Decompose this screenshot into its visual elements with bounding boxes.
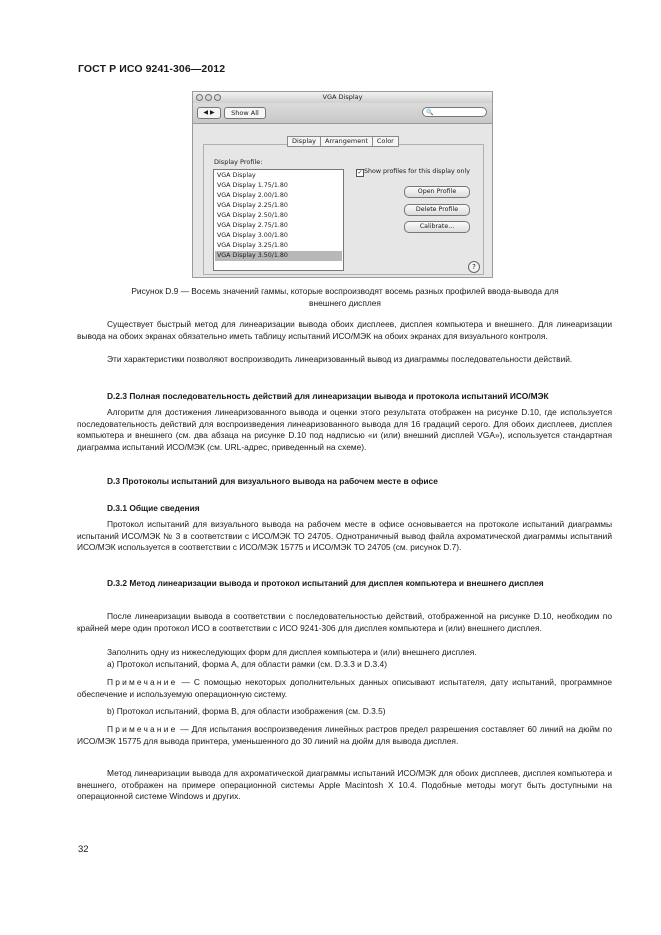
- note-1: [77, 677, 612, 700]
- paragraph: Существует быстрый метод для линеаризации вывода обоих дисплеев, дисплея компьютера и внешнего. Для линеаризации вывода на обоих экранах обязательно иметь таблицу испытаний ИСО/МЭК на обоих экранах для визуального контроля.: [77, 319, 612, 341]
- tab-display[interactable]: Display: [288, 137, 321, 146]
- list-item[interactable]: VGA Display 1.75/1.80: [217, 182, 288, 189]
- paragraph: После линеаризации вывода в соответствии с последовательностью действий, отображенной на рисунке D.10, необходим по крайней мере один протокол ИСО в соответствии с ИСО 9241-306 для дисплея компьютера и (или) внешнего дисплея.: [77, 611, 612, 633]
- section-heading-d3: D.3 Протоколы испытаний для визуального вывода на рабочем месте в офисе: [107, 476, 438, 486]
- list-item[interactable]: VGA Display 3.00/1.80: [217, 232, 288, 239]
- figure-caption: [80, 286, 610, 309]
- paragraph: Протокол испытаний для визуального вывода на рабочем месте в офисе основывается на протоколе испытаний диаграммы испытаний ИСО/МЭК № 3 в соответствии с ИСО/МЭК ТО 24705. Однотраничный вывод файла ахроматической диаграммы испытаний ИСО/МЭК используется в соответствии с ИСО/МЭК 15775 и ИСО/МЭК ТО 24705 (см. рисунок D.7).: [77, 519, 612, 553]
- note-text: — Для испытания воспроизведения линейных растров предел разрешения составляет 60 линий на дюйм по ИСО/МЭК 15775 для вывода принтера, уменьшенного до 30 линий на дюйм для вывода дисплея.: [77, 724, 612, 746]
- page-number: 32: [78, 844, 89, 855]
- paragraph: а) Протокол испытаний, форма А, для области рамки (см. D.3.3 и D.3.4): [107, 659, 387, 669]
- search-icon: 🔍: [426, 109, 434, 116]
- back-forward-button[interactable]: ◀ ▶: [197, 107, 221, 119]
- show-profiles-label: Show profiles for this display only: [364, 168, 470, 175]
- calibrate-button[interactable]: Calibrate...: [404, 221, 470, 233]
- paragraph: Заполнить одну из нижеследующих форм для дисплея компьютера и (или) внешнего дисплея.: [107, 647, 477, 657]
- paragraph: Алгоритм для достижения линеаризованного вывода и оценки этого результата отображен на рисунке D.10, где используется последовательность действий для воспроизведения линеаризованного вывода для 16 градаций серого. Для обоих дисплеев, дисплея компьютера и внешнего (см. два абзаца на рисунке D.10 под надписью «и (или) внешний дисплей VGA»), используется стандартная диаграмма испытаний ИСО/МЭК (см. URL-адрес, приведенный на схеме).: [77, 407, 612, 452]
- list-item[interactable]: VGA Display 3.25/1.80: [217, 242, 288, 249]
- section-heading-d23: D.2.3 Полная последовательность действий для линеаризации вывода и протокола испытаний ИСО/МЭК: [107, 391, 549, 401]
- window-titlebar: [193, 92, 492, 103]
- note-text: — С помощью некоторых дополнительных данных описывают испытателя, дату испытаний, программное обеспечение и используемую операционную систему.: [77, 677, 612, 699]
- window-toolbar: [193, 103, 492, 124]
- list-item[interactable]: VGA Display 2.00/1.80: [217, 192, 288, 199]
- tab-color[interactable]: Color: [376, 137, 394, 145]
- note-label: Примечание: [107, 724, 178, 734]
- list-item-selected[interactable]: VGA Display 3.50/1.80: [215, 251, 342, 261]
- list-item[interactable]: VGA Display 2.50/1.80: [217, 212, 288, 219]
- tab-arrangement[interactable]: Arrangement: [321, 137, 373, 146]
- list-item[interactable]: VGA Display 2.25/1.80: [217, 202, 288, 209]
- note-2: [77, 724, 612, 747]
- display-profile-label: Display Profile:: [214, 158, 263, 166]
- window-title: VGA Display: [322, 93, 363, 101]
- list-item[interactable]: VGA Display: [217, 172, 256, 179]
- caption-line-1: Рисунок D.9 — Восемь значений гаммы, которые воспроизводят восемь разных профилей ввода-вывода для: [131, 286, 559, 296]
- show-profiles-checkbox[interactable]: ✓: [357, 169, 363, 176]
- paragraph: Метод линеаризации вывода для ахроматической диаграммы испытаний ИСО/МЭК для обоих дисплеев, дисплея компьютера и внешнего, отображен на примере операционной системы Apple Macintosh X 10.4. Подобные методы могут быть доступными на операционной системе Windows и других.: [77, 768, 612, 802]
- search-field[interactable]: [422, 107, 487, 117]
- tab-bar: [287, 136, 399, 147]
- paragraph: Эти характеристики позволяют воспроизводить линеаризованный вывод из диаграммы последовательности действий.: [107, 354, 573, 364]
- show-all-button[interactable]: Show All: [224, 107, 266, 119]
- figure-screenshot: [192, 91, 493, 278]
- note-label: Примечание: [107, 677, 178, 687]
- delete-profile-button[interactable]: Delete Profile: [404, 204, 470, 216]
- help-icon[interactable]: ?: [468, 261, 480, 273]
- list-item[interactable]: VGA Display 2.75/1.80: [217, 222, 288, 229]
- profile-list[interactable]: [213, 169, 344, 271]
- section-heading-d32: D.3.2 Метод линеаризации вывода и протокол испытаний для дисплея компьютера и внешнего дисплея: [107, 578, 544, 588]
- document-header: ГОСТ Р ИСО 9241-306—2012: [78, 63, 226, 75]
- paragraph: b) Протокол испытаний, форма В, для области изображения (см. D.3.5): [107, 706, 386, 716]
- section-heading-d31: D.3.1 Общие сведения: [107, 503, 200, 513]
- open-profile-button[interactable]: Open Profile: [404, 186, 470, 198]
- caption-line-2: внешнего дисплея: [309, 297, 381, 308]
